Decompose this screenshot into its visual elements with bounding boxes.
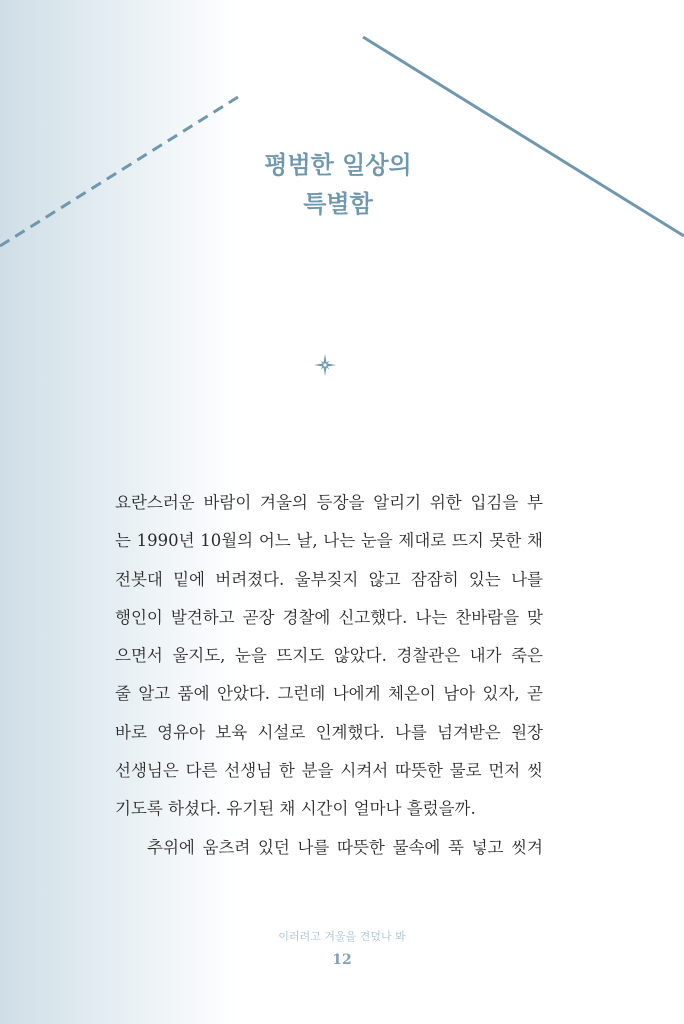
body-line: 바로 영유아 보육 시설로 인계했다. 나를 넘겨받은 원장: [115, 722, 543, 742]
body-line: 는 1990년 10월의 어느 날, 나는 눈을 제대로 뜨지 못한 채: [115, 531, 543, 551]
chapter-title-line-2: 특별함: [303, 190, 373, 218]
dashed-diagonal-line: [0, 97, 238, 246]
body-line: 으면서 울지도, 눈을 뜨지도 않았다. 경찰관은 내가 죽은: [115, 646, 543, 666]
body-line: 행인이 발견하고 곧장 경찰에 신고했다. 나는 찬바람을 맞: [115, 607, 543, 627]
star-ornament-icon: [313, 353, 337, 377]
body-line: 줄 알고 품에 안았다. 그런데 나에게 체온이 남아 있자, 곧: [115, 684, 543, 704]
body-text: [115, 484, 543, 867]
page-number: 12: [332, 952, 352, 968]
chapter-title: [248, 146, 428, 224]
body-line: 기도록 하셨다. 유기된 채 시간이 얼마나 흘렀을까.: [115, 799, 476, 819]
running-footer-title: 이러려고 겨울을 견뎠나 봐: [278, 930, 406, 943]
body-line: 전봇대 밑에 버려졌다. 울부짖지 않고 잠잠히 있는 나를: [115, 569, 543, 589]
body-line: 요란스러운 바람이 겨울의 등장을 알리기 위한 입김을 부: [115, 493, 543, 512]
body-line-indented: 추위에 움츠려 있던 나를 따뜻한 물속에 푹 넣고 씻겨: [147, 837, 543, 857]
chapter-title-line-1: 평범한 일상의: [264, 151, 412, 179]
body-line: 선생님은 다른 선생님 한 분을 시켜서 따뜻한 물로 먼저 씻: [115, 761, 543, 781]
